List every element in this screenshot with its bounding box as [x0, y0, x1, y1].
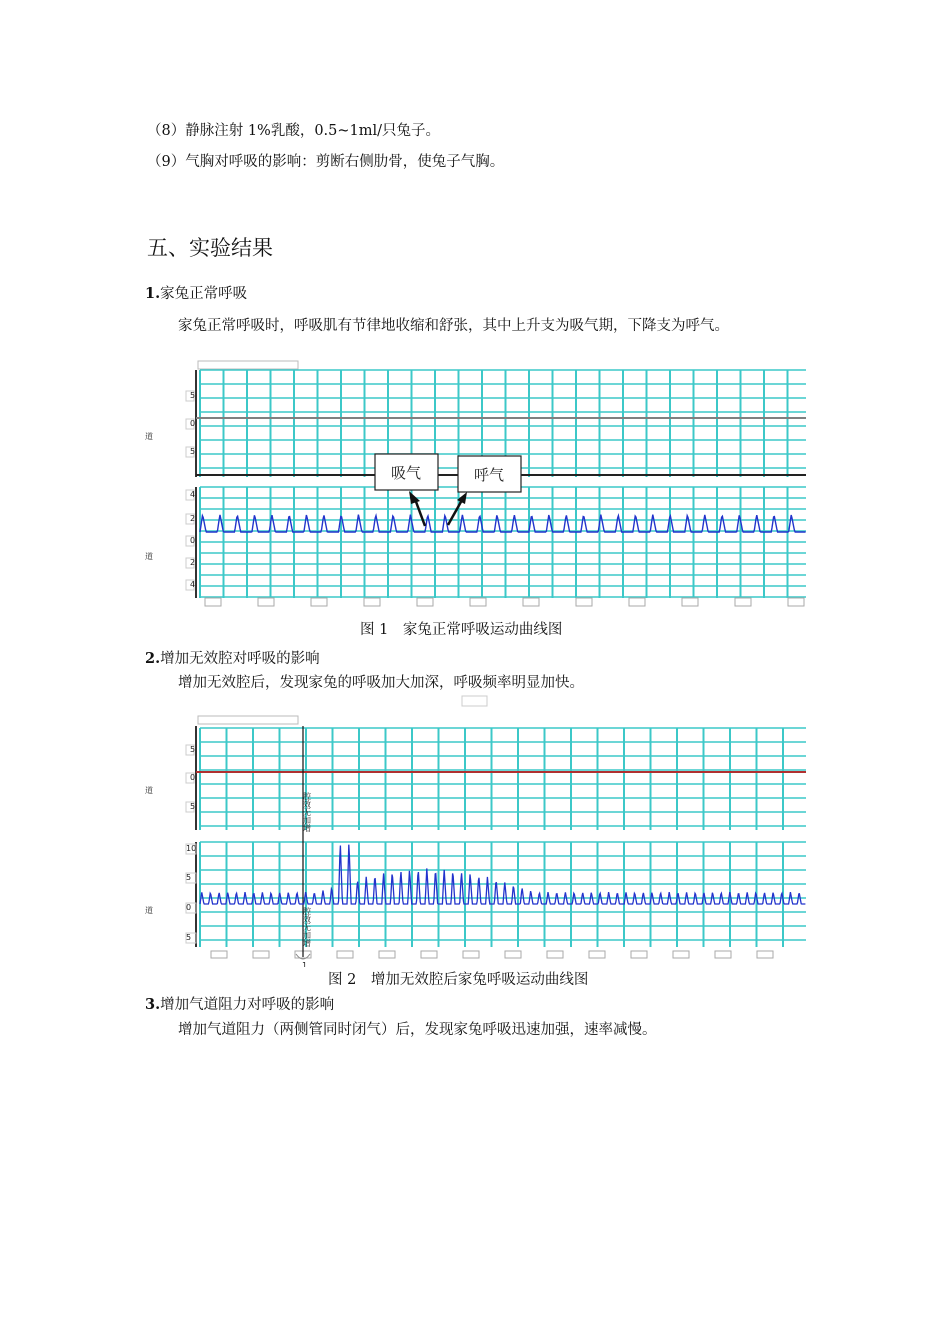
- x-tick-box: [205, 598, 221, 606]
- toolbar-box: [198, 361, 298, 369]
- top-tick-label: 5: [190, 447, 196, 456]
- x-tick-box: [421, 951, 437, 958]
- step-8: （8）静脉注射 1%乳酸，0.5~1ml/只兔子。: [147, 123, 441, 139]
- x-tick-box: [523, 598, 539, 606]
- respiration-trace: [200, 845, 805, 904]
- x-tick-box: [788, 598, 804, 606]
- x-tick-box: [505, 951, 521, 958]
- figure-2-caption: 图 2 增加无效腔后家兔呼吸运动曲线图: [328, 972, 589, 988]
- x-tick-box: [682, 598, 698, 606]
- top-tick-label: 5: [190, 802, 196, 811]
- result-1-number: 1.: [145, 285, 161, 302]
- bottom-tick-label: 5: [186, 873, 192, 882]
- exhale-arrow: [448, 500, 462, 525]
- x-tick-box: [379, 951, 395, 958]
- x-tick-box: [253, 951, 269, 958]
- bottom-tick-label: 4: [190, 580, 196, 589]
- x-tick-box: [463, 951, 479, 958]
- bottom-grid: [200, 842, 806, 947]
- bottom-channel-label: 道: [145, 906, 153, 915]
- event-marker-number: 1: [302, 961, 308, 967]
- x-tick-box: [547, 951, 563, 958]
- result-2-text: 增加无效腔后，发现家兔的呼吸加大加深，呼吸频率明显加快。: [178, 675, 584, 691]
- x-tick-box: [631, 951, 647, 958]
- top-channel-label: 道: [145, 786, 153, 795]
- figure-1-caption: 图 1 家兔正常呼吸运动曲线图: [360, 622, 563, 638]
- inhale-label: 吸气: [390, 464, 422, 482]
- bottom-tick-label: 0: [190, 536, 196, 545]
- x-tick-box: [337, 951, 353, 958]
- top-tick-label: 0: [190, 773, 196, 782]
- x-tick-box: [364, 598, 380, 606]
- result-2-number: 2.: [145, 650, 161, 667]
- x-tick-box: [417, 598, 433, 606]
- result-3-title: 增加气道阻力对呼吸的影响: [160, 997, 335, 1013]
- x-tick-box: [470, 598, 486, 606]
- result-3-heading: [145, 995, 334, 1015]
- top-channel-label: 道: [145, 432, 153, 441]
- result-3-text: 增加气道阻力（两侧管同时闭气）后，发现家兔呼吸迅速加强，速率减慢。: [178, 1022, 657, 1038]
- figure-2-chart: [0, 692, 950, 967]
- result-3-number: 3.: [145, 996, 161, 1013]
- inhale-arrow: [415, 499, 425, 526]
- result-1-title: 家兔正常呼吸: [160, 286, 248, 302]
- top-tick-label: 5: [190, 391, 196, 400]
- toolbar-box: [198, 716, 298, 724]
- x-tick-box: [589, 951, 605, 958]
- exhale-label: 呼气: [473, 466, 505, 484]
- bottom-tick-label: 2: [190, 558, 196, 567]
- x-tick-box: [576, 598, 592, 606]
- event-marker-label-top: 腔效无加增: [302, 792, 312, 832]
- result-1-heading: [145, 284, 247, 304]
- x-tick-box: [715, 951, 731, 958]
- x-tick-box: [258, 598, 274, 606]
- top-tick-label: 5: [190, 745, 196, 754]
- bottom-channel-label: 道: [145, 552, 153, 561]
- x-tick-box: [735, 598, 751, 606]
- x-tick-box: [311, 598, 327, 606]
- event-marker-label-bottom: 腔效无加增: [302, 907, 312, 947]
- bottom-tick-label: 4: [190, 490, 196, 499]
- section-title: 五、实验结果: [147, 236, 273, 260]
- bottom-tick-label: 10: [186, 844, 197, 853]
- result-1-text: 家兔正常呼吸时，呼吸肌有节律地收缩和舒张，其中上升支为吸气期，下降支为呼气。: [178, 318, 729, 334]
- step-9: （9）气胸对呼吸的影响：剪断右侧肋骨，使兔子气胸。: [147, 154, 505, 170]
- x-tick-box: [211, 951, 227, 958]
- figure-1-chart: [0, 355, 950, 615]
- bottom-grid: [200, 487, 806, 598]
- header-box: [462, 696, 487, 706]
- x-tick-box: [673, 951, 689, 958]
- bottom-tick-label: 0: [186, 903, 192, 912]
- x-tick-box: [757, 951, 773, 958]
- result-2-heading: [145, 649, 320, 669]
- bottom-tick-label: 2: [190, 514, 196, 523]
- respiration-trace: [200, 515, 806, 532]
- result-2-title: 增加无效腔对呼吸的影响: [160, 651, 320, 667]
- top-grid: [200, 728, 806, 830]
- x-tick-box: [629, 598, 645, 606]
- top-tick-label: 0: [190, 419, 196, 428]
- bottom-tick-label: 5: [186, 933, 192, 942]
